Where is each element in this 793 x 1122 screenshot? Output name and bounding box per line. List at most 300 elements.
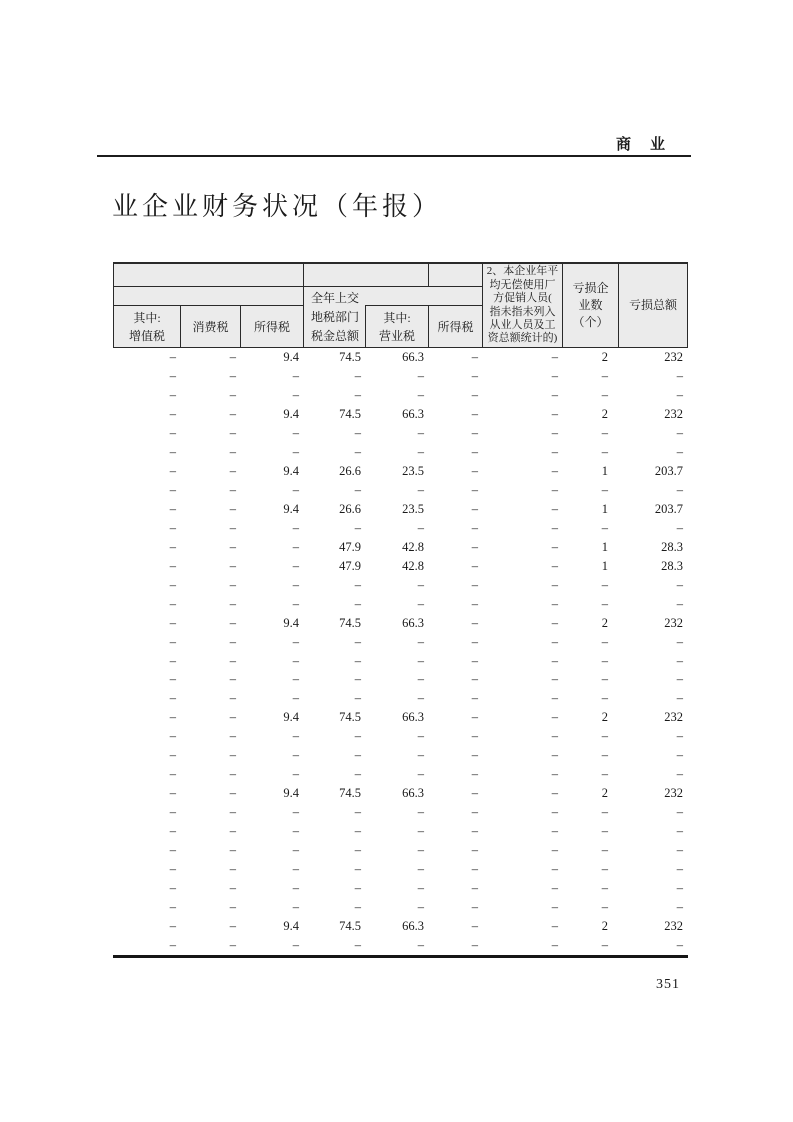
header-text: 营业税	[378, 328, 415, 343]
table-cell: –	[471, 539, 478, 554]
table-cell: –	[292, 444, 299, 459]
table-cell: –	[471, 653, 478, 668]
table-cell: –	[601, 729, 608, 744]
header-text: 资总额统计的)	[487, 332, 558, 345]
table-cell: 2	[601, 919, 608, 934]
table-cell: –	[551, 425, 558, 440]
table-cell: –	[354, 881, 361, 896]
header-text: 其中:	[133, 310, 161, 325]
table-cell: –	[354, 843, 361, 858]
header-text: 其中:	[383, 310, 411, 325]
table-row	[113, 633, 688, 652]
table-cell: –	[551, 748, 558, 763]
table-cell: –	[292, 691, 299, 706]
table-cell: –	[676, 577, 683, 592]
header-text: 全年上交	[311, 290, 360, 305]
table-cell: –	[292, 577, 299, 592]
table-cell: –	[417, 824, 424, 839]
table-cell: –	[354, 634, 361, 649]
table-cell: –	[292, 843, 299, 858]
table-cell: 9.4	[283, 919, 299, 934]
table-cell: –	[354, 520, 361, 535]
table-cell: –	[169, 501, 176, 516]
table-cell: –	[169, 368, 176, 383]
table-cell: –	[229, 482, 236, 497]
header-text: 业数	[578, 297, 603, 312]
table-cell: –	[601, 482, 608, 497]
header-cell-loss-enterprises	[563, 262, 618, 348]
table-cell: –	[169, 425, 176, 440]
header-text: 增值税	[128, 328, 165, 343]
table-cell: 203.7	[654, 463, 683, 478]
table-cell: –	[601, 843, 608, 858]
table-cell: 9.4	[283, 615, 299, 630]
table-cell: –	[229, 710, 236, 725]
table-cell: –	[676, 862, 683, 877]
header-text: 税金总额	[311, 328, 360, 343]
table-cell: –	[471, 520, 478, 535]
table-cell: 66.3	[402, 786, 424, 801]
table-cell: 26.6	[339, 501, 361, 516]
table-cell: –	[471, 596, 478, 611]
table-cell: –	[551, 881, 558, 896]
grid-line-v9	[687, 262, 688, 348]
table-cell: –	[292, 767, 299, 782]
table-cell: 203.7	[654, 501, 683, 516]
table-cell: –	[229, 577, 236, 592]
table-cell: –	[169, 634, 176, 649]
table-row	[113, 576, 688, 595]
table-cell: –	[551, 520, 558, 535]
table-cell: –	[229, 767, 236, 782]
table-cell: –	[169, 520, 176, 535]
table-cell: –	[417, 368, 424, 383]
table-cell: –	[676, 729, 683, 744]
table-cell: –	[292, 482, 299, 497]
table-cell: –	[169, 444, 176, 459]
table-cell: 26.6	[339, 463, 361, 478]
table-cell: 9.4	[283, 406, 299, 421]
table-cell: –	[292, 634, 299, 649]
table-cell: –	[229, 900, 236, 915]
table-cell: –	[601, 387, 608, 402]
table-cell: –	[676, 938, 683, 953]
table-cell: 2	[601, 615, 608, 630]
table-cell: 1	[601, 558, 608, 573]
table-cell: –	[551, 672, 558, 687]
table-cell: –	[551, 387, 558, 402]
table-cell: –	[471, 767, 478, 782]
table-cell: –	[417, 634, 424, 649]
page-title: 业企业财务状况（年报）	[112, 192, 443, 221]
table-cell: –	[471, 425, 478, 440]
table-cell: 232	[664, 615, 683, 630]
header-text: 亏损总额	[628, 298, 677, 312]
table-cell: –	[169, 577, 176, 592]
table-cell: –	[417, 767, 424, 782]
table-cell: –	[601, 767, 608, 782]
table-cell: –	[354, 691, 361, 706]
table-cell: –	[551, 805, 558, 820]
table-cell: –	[417, 900, 424, 915]
table-cell: –	[676, 824, 683, 839]
header-cell-consumption-tax	[181, 306, 240, 347]
header-text: （个）	[572, 314, 609, 329]
table-cell: –	[471, 900, 478, 915]
table-cell: –	[354, 577, 361, 592]
table-cell: –	[417, 691, 424, 706]
table-cell: –	[551, 615, 558, 630]
table-cell: –	[354, 482, 361, 497]
table-cell: –	[169, 729, 176, 744]
table-row	[113, 652, 688, 671]
header-text: 所得税	[437, 319, 474, 334]
table-cell: –	[601, 805, 608, 820]
table-row	[113, 860, 688, 879]
table-cell: –	[417, 482, 424, 497]
table-cell: 1	[601, 501, 608, 516]
table-cell: –	[471, 577, 478, 592]
table-cell: 232	[664, 710, 683, 725]
header-text: 亏损企	[572, 280, 609, 295]
table-cell: –	[676, 767, 683, 782]
table-cell: –	[417, 425, 424, 440]
table-body	[113, 348, 688, 955]
table-header	[113, 262, 688, 348]
table-cell: 66.3	[402, 615, 424, 630]
table-cell: –	[676, 482, 683, 497]
table-cell: –	[676, 520, 683, 535]
header-text: 2、本企业年平	[486, 265, 559, 278]
table-cell: –	[551, 368, 558, 383]
table-cell: –	[354, 425, 361, 440]
header-cell-income-tax	[241, 306, 303, 347]
table-cell: –	[292, 881, 299, 896]
table-cell: –	[417, 577, 424, 592]
table-cell: –	[551, 767, 558, 782]
table-cell: –	[229, 368, 236, 383]
running-head-section-title: 商 业	[616, 137, 668, 153]
table-cell: –	[471, 691, 478, 706]
table-cell: –	[551, 350, 558, 364]
table-cell: –	[676, 843, 683, 858]
table-cell: –	[471, 672, 478, 687]
table-cell: –	[551, 938, 558, 953]
header-cell-promo-staff	[483, 264, 562, 347]
table-cell: –	[169, 539, 176, 554]
table-cell: –	[551, 501, 558, 516]
table-row	[113, 879, 688, 898]
table-cell: –	[229, 748, 236, 763]
table-row	[113, 538, 688, 557]
table-cell: 2	[601, 406, 608, 421]
table-cell: –	[551, 729, 558, 744]
table-cell: –	[471, 938, 478, 953]
table-cell: –	[417, 444, 424, 459]
table-cell: –	[551, 634, 558, 649]
table-cell: 74.5	[339, 350, 361, 364]
header-cell-vat	[114, 306, 180, 347]
table-cell: 2	[601, 710, 608, 725]
table-cell: –	[229, 406, 236, 421]
table-cell: –	[169, 881, 176, 896]
table-cell: –	[169, 767, 176, 782]
table-cell: –	[229, 653, 236, 668]
table-cell: –	[471, 843, 478, 858]
table-row	[113, 614, 688, 633]
table-cell: –	[551, 539, 558, 554]
table-cell: –	[601, 577, 608, 592]
table-cell: –	[471, 862, 478, 877]
table-cell: –	[292, 368, 299, 383]
table-cell: –	[169, 938, 176, 953]
table-cell: –	[551, 786, 558, 801]
table-cell: –	[676, 596, 683, 611]
header-text: 均无偿使用厂	[489, 278, 556, 291]
table-cell: –	[292, 862, 299, 877]
table-cell: –	[229, 387, 236, 402]
table-cell: –	[471, 729, 478, 744]
table-cell: –	[471, 786, 478, 801]
table-cell: 47.9	[339, 558, 361, 573]
table-cell: 232	[664, 350, 683, 364]
table-cell: –	[417, 387, 424, 402]
table-cell: –	[354, 729, 361, 744]
grid-line-v5a	[428, 262, 429, 286]
table-cell: –	[601, 596, 608, 611]
table-cell: –	[169, 805, 176, 820]
table-cell: –	[417, 520, 424, 535]
table-cell: –	[169, 482, 176, 497]
table-cell: –	[551, 900, 558, 915]
table-cell: –	[676, 444, 683, 459]
table-cell: –	[169, 615, 176, 630]
table-cell: –	[229, 350, 236, 364]
table-cell: –	[229, 539, 236, 554]
table-cell: –	[471, 558, 478, 573]
table-cell: 66.3	[402, 350, 424, 364]
table-cell: 232	[664, 786, 683, 801]
table-cell: –	[354, 653, 361, 668]
table-row	[113, 727, 688, 746]
table-cell: 74.5	[339, 615, 361, 630]
table-row	[113, 765, 688, 784]
table-cell: –	[417, 672, 424, 687]
table-cell: –	[169, 900, 176, 915]
table-cell: –	[354, 767, 361, 782]
table-bottom-rule	[113, 955, 688, 958]
table-cell: –	[229, 615, 236, 630]
table-cell: –	[169, 691, 176, 706]
table-cell: –	[551, 482, 558, 497]
table-cell: –	[471, 881, 478, 896]
header-cell-local-tax-total	[304, 287, 365, 347]
table-row	[113, 348, 688, 367]
table-row	[113, 424, 688, 443]
table-cell: –	[601, 672, 608, 687]
table-cell: –	[676, 634, 683, 649]
table-cell: –	[676, 653, 683, 668]
header-cell-business-tax	[366, 306, 428, 347]
table-cell: –	[676, 387, 683, 402]
table-cell: –	[354, 672, 361, 687]
table-cell: –	[169, 710, 176, 725]
table-cell: –	[169, 406, 176, 421]
table-cell: 9.4	[283, 501, 299, 516]
table-cell: –	[169, 824, 176, 839]
table-cell: –	[601, 425, 608, 440]
table-cell: –	[471, 634, 478, 649]
table-row	[113, 557, 688, 576]
table-cell: –	[292, 729, 299, 744]
table-cell: –	[417, 729, 424, 744]
table-cell: –	[551, 862, 558, 877]
table-cell: 66.3	[402, 710, 424, 725]
table-cell: –	[551, 596, 558, 611]
table-cell: –	[354, 368, 361, 383]
table-cell: –	[417, 805, 424, 820]
table-cell: 42.8	[402, 539, 424, 554]
table-cell: –	[292, 672, 299, 687]
table-row	[113, 784, 688, 803]
table-cell: –	[354, 862, 361, 877]
table-cell: –	[292, 558, 299, 573]
table-cell: –	[601, 938, 608, 953]
table-cell: –	[676, 805, 683, 820]
table-cell: –	[601, 691, 608, 706]
table-cell: 9.4	[283, 350, 299, 364]
table-cell: –	[292, 520, 299, 535]
table-row	[113, 746, 688, 765]
table-cell: –	[551, 406, 558, 421]
table-cell: –	[292, 653, 299, 668]
table-cell: –	[169, 843, 176, 858]
table-cell: –	[601, 634, 608, 649]
table-cell: 1	[601, 463, 608, 478]
table-cell: –	[169, 596, 176, 611]
table-cell: –	[292, 938, 299, 953]
table-cell: 232	[664, 406, 683, 421]
table-cell: 1	[601, 539, 608, 554]
table-cell: –	[292, 425, 299, 440]
table-cell: –	[471, 615, 478, 630]
table-cell: –	[229, 501, 236, 516]
table-cell: –	[169, 748, 176, 763]
financial-table	[113, 262, 688, 958]
table-cell: –	[676, 748, 683, 763]
table-cell: –	[292, 900, 299, 915]
table-cell: 23.5	[402, 463, 424, 478]
table-cell: –	[601, 653, 608, 668]
table-cell: 9.4	[283, 463, 299, 478]
table-row	[113, 462, 688, 481]
table-cell: –	[229, 558, 236, 573]
table-cell: –	[601, 900, 608, 915]
table-cell: 66.3	[402, 406, 424, 421]
table-cell: –	[471, 919, 478, 934]
table-cell: –	[417, 843, 424, 858]
table-row	[113, 500, 688, 519]
header-cell-income-tax-2	[429, 306, 482, 347]
table-cell: –	[169, 463, 176, 478]
table-cell: –	[354, 748, 361, 763]
table-cell: –	[229, 881, 236, 896]
header-text: 消费税	[192, 319, 229, 334]
table-cell: –	[551, 444, 558, 459]
table-row	[113, 689, 688, 708]
table-row	[113, 803, 688, 822]
table-row	[113, 822, 688, 841]
table-cell: –	[229, 786, 236, 801]
table-cell: –	[471, 387, 478, 402]
table-cell: –	[229, 425, 236, 440]
table-cell: 28.3	[661, 539, 683, 554]
table-cell: –	[229, 729, 236, 744]
table-cell: –	[354, 444, 361, 459]
table-cell: –	[551, 691, 558, 706]
table-cell: –	[169, 387, 176, 402]
table-cell: –	[292, 387, 299, 402]
table-cell: 74.5	[339, 786, 361, 801]
table-cell: –	[601, 824, 608, 839]
table-row	[113, 936, 688, 955]
table-cell: –	[551, 843, 558, 858]
header-text: 方促销人员(	[493, 292, 552, 305]
table-cell: –	[676, 368, 683, 383]
table-cell: 28.3	[661, 558, 683, 573]
table-cell: 66.3	[402, 919, 424, 934]
header-text: 所得税	[253, 319, 290, 334]
table-cell: –	[551, 919, 558, 934]
table-row	[113, 367, 688, 386]
table-cell: –	[417, 881, 424, 896]
table-cell: 74.5	[339, 919, 361, 934]
table-cell: 74.5	[339, 406, 361, 421]
table-cell: –	[292, 596, 299, 611]
table-cell: –	[229, 596, 236, 611]
table-cell: –	[471, 748, 478, 763]
table-row	[113, 405, 688, 424]
table-cell: –	[229, 444, 236, 459]
table-row	[113, 595, 688, 614]
header-text: 指未指未列入	[489, 305, 556, 318]
table-cell: –	[169, 919, 176, 934]
table-cell: –	[417, 653, 424, 668]
table-cell: –	[229, 463, 236, 478]
table-row	[113, 443, 688, 462]
header-text: 地税部门	[311, 309, 360, 324]
table-cell: –	[676, 691, 683, 706]
table-cell: –	[676, 881, 683, 896]
table-row	[113, 481, 688, 500]
table-cell: –	[169, 672, 176, 687]
table-cell: –	[471, 501, 478, 516]
running-head-rule	[97, 155, 691, 157]
table-row	[113, 519, 688, 538]
table-cell: –	[471, 444, 478, 459]
table-cell: –	[354, 824, 361, 839]
table-cell: –	[471, 350, 478, 364]
table-cell: –	[417, 596, 424, 611]
table-cell: –	[551, 653, 558, 668]
header-cell-loss-total	[619, 262, 687, 348]
table-cell: –	[676, 900, 683, 915]
table-row	[113, 670, 688, 689]
table-cell: –	[169, 862, 176, 877]
table-cell: –	[471, 710, 478, 725]
table-row	[113, 917, 688, 936]
table-row	[113, 386, 688, 405]
